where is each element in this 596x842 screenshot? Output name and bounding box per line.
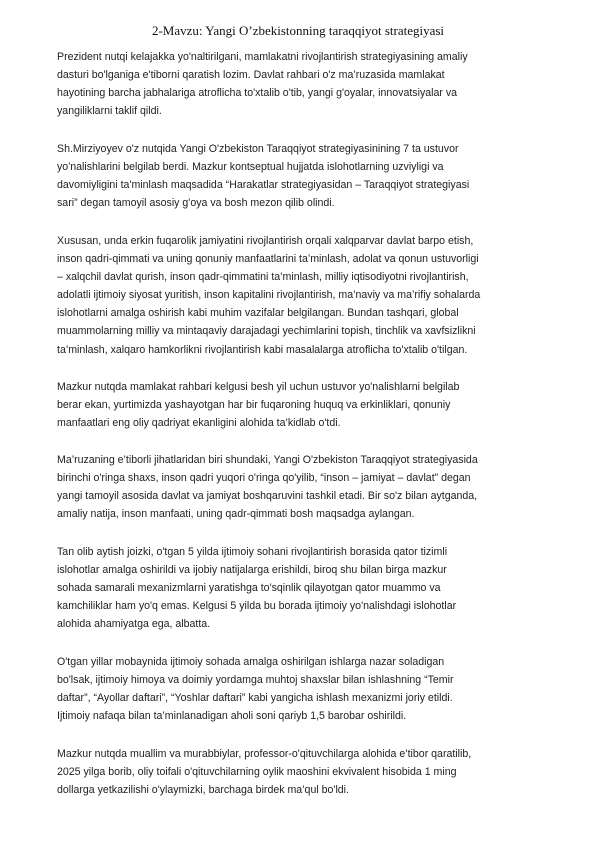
text-line: 2025 yilga borib, oliy toifali o'qituvchilarning oylik maoshini ekvivalent hisobida 1 ming <box>57 766 457 779</box>
text-line: Xususan, unda erkin fuqarolik jamiyatini rivojlantirish orqali xalqparvar davlat barpo etish, <box>57 235 474 247</box>
text-line: islohotlarni amalga oshirish kabi muhim vazifalar belgilangan. Bundan tashqari, global <box>57 307 459 320</box>
text-line: kamchiliklar ham yo'q emas. Kelgusi 5 yilda bu borada ijtimoiy yo'nalishdagi islohotlar <box>57 600 457 613</box>
text-line: sari” degan tamoyil asosiy g'oya va bosh mezon qilib olindi. <box>57 197 335 210</box>
text-line: yangi tamoyil asosida davlat va jamiyat boshqaruvini tashkil etadi. Bir so'z bilan aytganda, <box>57 490 478 503</box>
paragraph-6 <box>57 543 545 633</box>
text-line: hayotining barcha jabhalariga atroflicha to'xtalib o'tib, yangi g'oyalar, innovatsiyalar va <box>57 87 458 100</box>
text-line: Tan olib aytish joizki, o'tgan 5 yilda ijtimoiy sohani rivojlantirish borasida qator tizimli <box>57 546 448 558</box>
text-line: inson qadri-qimmati va uning qonuniy manfaatlarini ta’minlash, adolat va qonun ustuvorligi <box>57 253 479 266</box>
paragraph-1 <box>57 48 545 120</box>
paragraph-3 <box>57 232 545 359</box>
text-line: daftar”, “Ayollar daftari”, “Yoshlar daftari” kabi yangicha ishlash mexanizmi joriy etildi. <box>57 692 453 705</box>
paragraph-8 <box>57 745 545 799</box>
paragraph-7 <box>57 653 545 725</box>
text-line: – xalqchil davlat qurish, inson qadr-qimmatini ta’minlash, milliy iqtisodiyotni rivojlantirish, <box>57 271 469 284</box>
text-line: bo'lsak, ijtimoiy himoya va doimiy yordamga muhtoj shaxslar bilan ishlashning “Temir <box>57 674 454 687</box>
text-line: sohada samarali mexanizmlarni yaratishga to'sqinlik qilayotgan qator muammo va <box>57 582 441 595</box>
text-line: islohotlar amalga oshirildi va ijobiy natijalarga erishildi, biroq shu bilan birga mazkur <box>57 564 447 577</box>
paragraph-2 <box>57 140 545 212</box>
paragraph-4 <box>57 378 545 432</box>
text-line: Mazkur nutqda muallim va murabbiylar, professor-o'qituvchilarga alohida e’tibor qaratilib, <box>57 748 472 760</box>
text-line: dollarga yetkazilishi o'ylaymizki, barchaga birdek ma’qul bo'ldi. <box>57 784 349 797</box>
text-line: Sh.Mirziyoyev o'z nutqida Yangi O'zbekiston Taraqqiyot strategiyasinining 7 ta ustuvor <box>57 143 459 155</box>
text-line: berar ekan, yurtimizda yashayotgan har bir fuqaroning huquq va erkinliklari, qonuniy <box>57 399 451 412</box>
document-title: 2-Mavzu: Yangi O’zbekistonning taraqqiyot strategiyasi <box>151 23 445 38</box>
text-line: birinchi o'ringa shaxs, inson qadri yuqori o'ringa qo'yilib, “inson – jamiyat – davlat” degan <box>57 472 471 485</box>
text-line: dasturi bo'lganiga e'tiborni qaratish lozim. Davlat rahbari o'z ma’ruzasida mamlakat <box>57 69 445 82</box>
paragraph-5 <box>57 451 545 523</box>
text-line: yo'nalishlarini belgilab berdi. Mazkur kontseptual hujjatda islohotlarning uzviyligi va <box>57 161 444 174</box>
text-line: manfaatlari eng oliy qadriyat ekanligini alohida ta’kidlab o'tdi. <box>57 417 341 430</box>
text-line: muammolarning milliy va mintaqaviy darajadagi yechimlarini topish, tinchlik va xavfsizlikni <box>57 325 476 338</box>
text-line: Prezident nutqi kelajakka yo'naltirilgani, mamlakatni rivojlantirish strategiyasining amaliy <box>57 51 468 63</box>
text-line: Ma’ruzaning e’tiborli jihatlaridan biri shundaki, Yangi O'zbekiston Taraqqiyot strategiyasida <box>57 454 478 466</box>
text-line: yangiliklarni taklif qildi. <box>57 105 162 118</box>
text-line: Mazkur nutqda mamlakat rahbari kelgusi besh yil uchun ustuvor yo'nalishlarni belgilab <box>57 381 460 393</box>
text-line: ta’minlash, xalqaro hamkorlikni rivojlantirish kabi masalalarga atroflicha to'xtalib o'tilgan. <box>57 343 468 356</box>
text-line: davomiyligini ta'minlash maqsadida “Harakatlar strategiyasidan – Taraqqiyot strategiyasi <box>57 179 470 192</box>
text-line: adolatli ijtimoiy siyosat yuritish, inson kapitalini rivojlantirish, ma’naviy va ma’rifiy sohalarda <box>57 289 481 302</box>
text-line: O'tgan yillar mobaynida ijtimoiy sohada amalga oshirilgan ishlarga nazar soladigan <box>57 656 445 668</box>
text-line: alohida ahamiyatga ega, albatta. <box>57 618 211 631</box>
text-line: amaliy natija, inson manfaati, uning qadr-qimmati bosh maqsadga aylangan. <box>57 508 415 521</box>
text-line: Ijtimoiy nafaqa bilan ta’minlanadigan aholi soni qariyb 1,5 barobar oshirildi. <box>57 710 407 723</box>
